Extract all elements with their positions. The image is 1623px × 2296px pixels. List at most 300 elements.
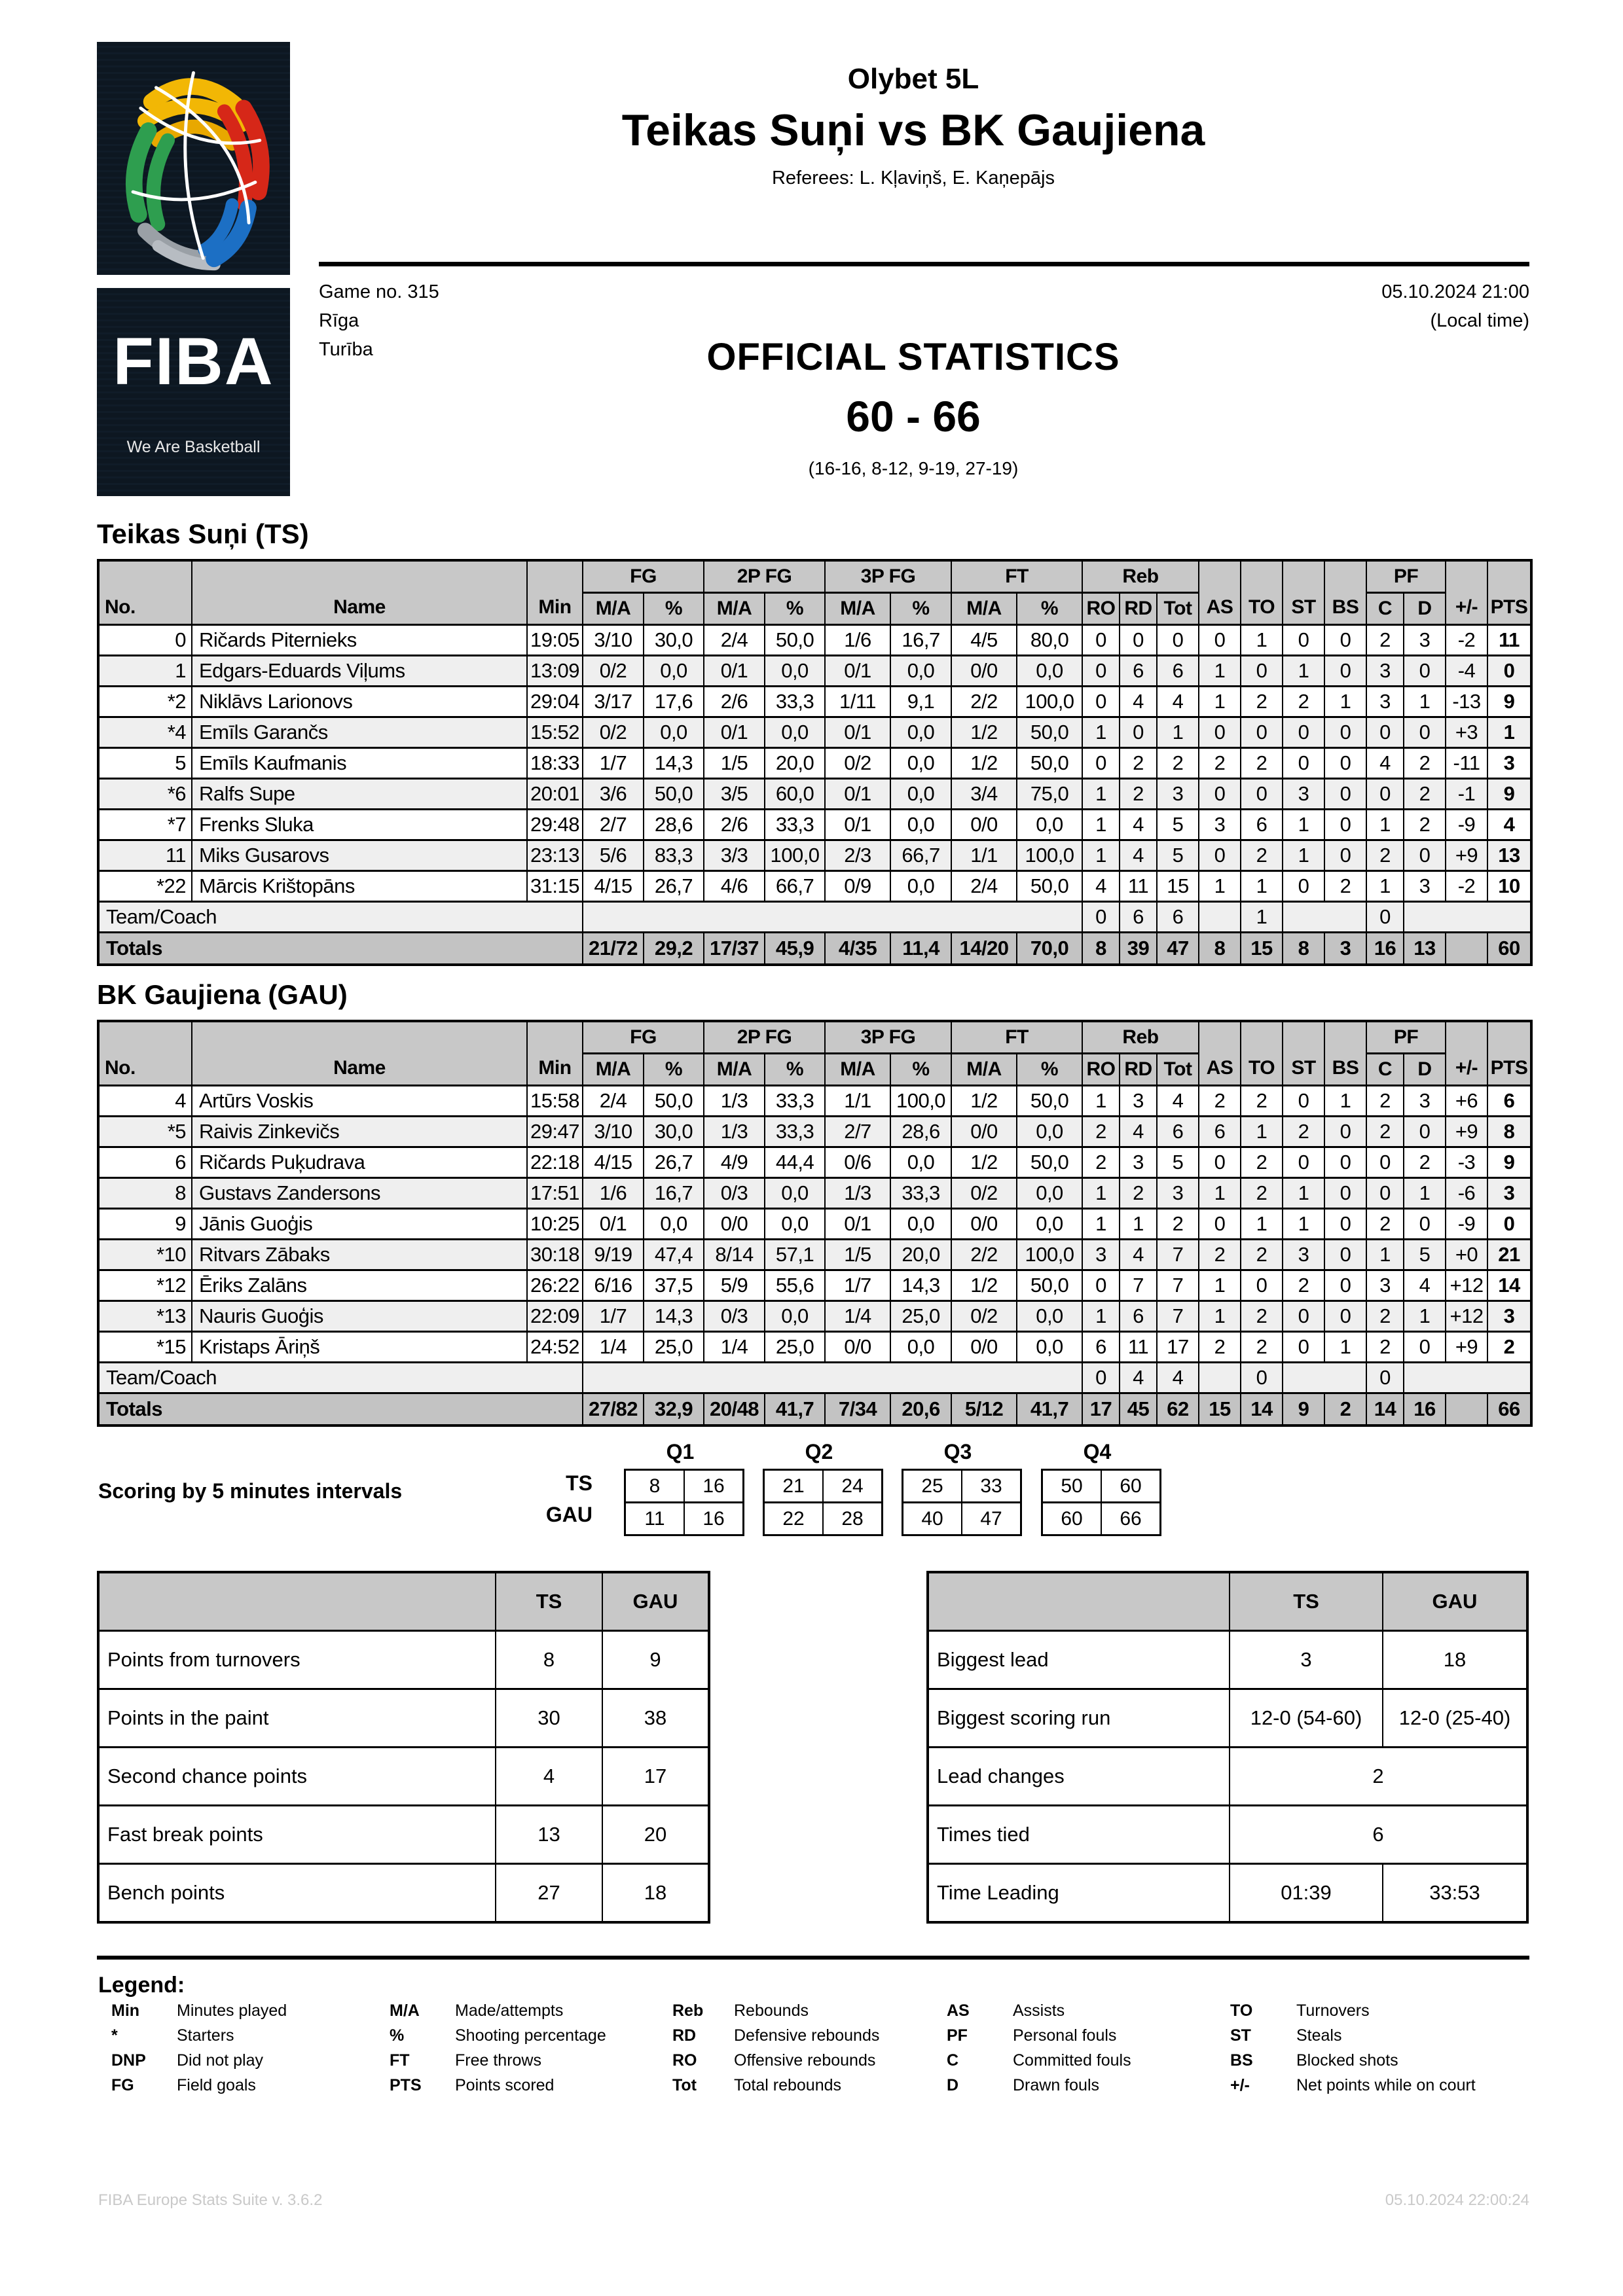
stat-cell: 83,3 bbox=[644, 840, 704, 871]
stat-cell: 1/1 bbox=[825, 1086, 890, 1117]
stat-cell: 0 bbox=[1324, 1117, 1366, 1147]
player-name: Edgars-Eduards Viļums bbox=[192, 656, 527, 687]
total-cell: 14/20 bbox=[951, 933, 1017, 965]
legend-desc: Committed fouls bbox=[1013, 2051, 1131, 2070]
stat-cell: 4/5 bbox=[951, 625, 1017, 656]
stat-cell: 0 bbox=[1199, 717, 1241, 748]
col-plusminus: +/- bbox=[1446, 560, 1487, 625]
stat-cell: 1/2 bbox=[951, 717, 1017, 748]
legend-abbr: DNP bbox=[111, 2051, 146, 2070]
stat-cell: 29:47 bbox=[527, 1117, 583, 1147]
stat-cell: 2/4 bbox=[704, 625, 765, 656]
legend-abbr: Tot bbox=[672, 2076, 697, 2094]
total-cell: 20,6 bbox=[890, 1393, 951, 1426]
quarter-score-box bbox=[1041, 1469, 1161, 1536]
fiba-globe-icon bbox=[97, 42, 290, 275]
stat-cell: 2 bbox=[1082, 1117, 1120, 1147]
stat-cell: 0 bbox=[1487, 656, 1531, 687]
stat-cell: 1 bbox=[1283, 656, 1324, 687]
stat-cell: 100,0 bbox=[890, 1086, 951, 1117]
summary-value: 9 bbox=[602, 1631, 709, 1689]
player-row bbox=[98, 1240, 1531, 1270]
stat-cell: 11 bbox=[1120, 1332, 1157, 1363]
stat-cell: 1/3 bbox=[704, 1117, 765, 1147]
stat-cell: 0,0 bbox=[765, 1178, 825, 1209]
stat-cell: 14,3 bbox=[890, 1270, 951, 1301]
stat-cell: 6/16 bbox=[583, 1270, 644, 1301]
player-number: 11 bbox=[98, 840, 192, 871]
player-row bbox=[98, 1117, 1531, 1147]
empty-cell bbox=[1283, 1363, 1366, 1393]
game-date: 05.10.2024 21:00 bbox=[1381, 281, 1529, 302]
stat-cell: 2 bbox=[1241, 687, 1283, 717]
summary-value: 12-0 (54-60) bbox=[1230, 1689, 1383, 1748]
stat-cell: 0 bbox=[1283, 871, 1324, 902]
group-3pfg: 3P FG bbox=[825, 560, 951, 593]
stat-cell: 5 bbox=[1404, 1240, 1446, 1270]
stat-cell: 0 bbox=[1082, 625, 1120, 656]
quarter-label: Q4 bbox=[1083, 1440, 1112, 1463]
stat-cell: 10:25 bbox=[527, 1209, 583, 1240]
stat-cell: 13:09 bbox=[527, 656, 583, 687]
total-cell: 16 bbox=[1366, 933, 1404, 965]
interval-score-cell: 25 bbox=[903, 1470, 962, 1503]
col-ma: M/A bbox=[583, 1054, 644, 1086]
stat-cell: 4/15 bbox=[583, 1147, 644, 1178]
stat-cell: 0 bbox=[1366, 1147, 1404, 1178]
stat-cell: 8 bbox=[1487, 1117, 1531, 1147]
stat-cell: 1/6 bbox=[583, 1178, 644, 1209]
stat-cell: 0/3 bbox=[704, 1301, 765, 1332]
summary-row bbox=[98, 1748, 709, 1806]
stat-cell: 2 bbox=[1199, 1332, 1241, 1363]
stat-cell: 4 bbox=[1487, 810, 1531, 840]
stat-cell: 1 bbox=[1199, 1301, 1241, 1332]
stat-cell: 26,7 bbox=[644, 1147, 704, 1178]
summary-value-merged: 6 bbox=[1230, 1806, 1527, 1864]
summary-label: Fast break points bbox=[98, 1806, 496, 1864]
stat-cell: 0 bbox=[1404, 656, 1446, 687]
empty-cell bbox=[583, 902, 1082, 933]
stat-cell: 6 bbox=[1487, 1086, 1531, 1117]
stat-cell: 0 bbox=[1366, 717, 1404, 748]
legend-abbr: RD bbox=[672, 2026, 697, 2045]
stat-cell: 3 bbox=[1487, 748, 1531, 779]
summary-label: Points in the paint bbox=[98, 1689, 496, 1748]
header-group-row bbox=[98, 560, 1531, 593]
summary-value: 30 bbox=[496, 1689, 602, 1748]
stat-cell: 3/3 bbox=[704, 840, 765, 871]
stat-cell: 1 bbox=[1082, 779, 1120, 810]
stat-cell: 0,0 bbox=[765, 717, 825, 748]
stat-cell: 5/9 bbox=[704, 1270, 765, 1301]
legend-desc: Starters bbox=[177, 2026, 234, 2045]
interval-score-cell: 8 bbox=[625, 1470, 685, 1503]
col-tot: Tot bbox=[1157, 593, 1199, 625]
stat-cell: 6 bbox=[1120, 1301, 1157, 1332]
team-coach-label: Team/Coach bbox=[98, 902, 583, 933]
points-summary-table bbox=[97, 1571, 710, 1924]
stat-cell: 1/5 bbox=[704, 748, 765, 779]
stat-cell: 2/2 bbox=[951, 1240, 1017, 1270]
stat-cell: 1/7 bbox=[825, 1270, 890, 1301]
stat-cell: 0 bbox=[1324, 1270, 1366, 1301]
stat-cell: 1/3 bbox=[704, 1086, 765, 1117]
total-cell: 2 bbox=[1324, 1393, 1366, 1426]
col-st: ST bbox=[1283, 560, 1324, 625]
summary-team-header: GAU bbox=[602, 1572, 709, 1631]
referees-line: Referees: L. Kļaviņš, E. Kaņepājs bbox=[771, 168, 1055, 188]
stat-cell: 4/9 bbox=[704, 1147, 765, 1178]
stat-cell: 1 bbox=[1324, 1086, 1366, 1117]
stat-cell: 8/14 bbox=[704, 1240, 765, 1270]
stat-cell: 2 bbox=[1241, 1240, 1283, 1270]
stat-cell: 1/2 bbox=[951, 748, 1017, 779]
stat-cell: 0 bbox=[1199, 1147, 1241, 1178]
legend-rule bbox=[97, 1956, 1529, 1960]
team-heading: Teikas Suņi (TS) bbox=[97, 518, 309, 549]
stat-cell: -13 bbox=[1446, 687, 1487, 717]
player-name: Mārcis Krištopāns bbox=[192, 871, 527, 902]
stat-cell: 0/2 bbox=[951, 1301, 1017, 1332]
total-cell: 27/82 bbox=[583, 1393, 644, 1426]
player-name: Emīls Kaufmanis bbox=[192, 748, 527, 779]
stat-cell: 1 bbox=[1199, 656, 1241, 687]
game-city: Rīga bbox=[319, 310, 359, 331]
stat-cell: 0 bbox=[1324, 625, 1366, 656]
legend-desc: Defensive rebounds bbox=[734, 2026, 880, 2045]
legend-desc: Free throws bbox=[455, 2051, 541, 2070]
quarter-score-box bbox=[902, 1469, 1022, 1536]
col-pct: % bbox=[890, 1054, 951, 1086]
quarter-label: Q3 bbox=[943, 1440, 972, 1463]
stat-cell: 0 bbox=[1324, 1209, 1366, 1240]
stat-cell: 17:51 bbox=[527, 1178, 583, 1209]
stat-cell: +6 bbox=[1446, 1086, 1487, 1117]
player-row bbox=[98, 625, 1531, 656]
stat-cell: 33,3 bbox=[765, 1086, 825, 1117]
stat-cell: 0 bbox=[1082, 1270, 1120, 1301]
summary-header-row bbox=[98, 1572, 709, 1631]
stat-cell: 1 bbox=[1241, 1209, 1283, 1240]
stat-cell: +3 bbox=[1446, 717, 1487, 748]
stat-cell: 2 bbox=[1366, 1086, 1404, 1117]
col-ro: RO bbox=[1082, 593, 1120, 625]
stat-cell: 0 bbox=[1241, 779, 1283, 810]
stat-cell: 0 bbox=[1366, 902, 1404, 933]
summary-row bbox=[98, 1806, 709, 1864]
player-name: Ričards Puķudrava bbox=[192, 1147, 527, 1178]
stat-cell: 3 bbox=[1283, 1240, 1324, 1270]
stat-cell: 0,0 bbox=[890, 717, 951, 748]
interval-row bbox=[764, 1503, 883, 1535]
player-number: *12 bbox=[98, 1270, 192, 1301]
stat-cell: 1/7 bbox=[583, 1301, 644, 1332]
stat-cell: 2 bbox=[1366, 1117, 1404, 1147]
summary-value: 18 bbox=[602, 1864, 709, 1923]
stat-cell: 0,0 bbox=[1017, 1332, 1082, 1363]
summary-row bbox=[98, 1864, 709, 1923]
group-reb: Reb bbox=[1082, 560, 1199, 593]
stat-cell: 47,4 bbox=[644, 1240, 704, 1270]
stat-cell: 9 bbox=[1487, 687, 1531, 717]
stat-cell: -1 bbox=[1446, 779, 1487, 810]
summary-label: Lead changes bbox=[928, 1748, 1230, 1806]
stat-cell: 0 bbox=[1324, 810, 1366, 840]
col-st: ST bbox=[1283, 1021, 1324, 1086]
stat-cell: 1 bbox=[1283, 1209, 1324, 1240]
stat-cell: 4 bbox=[1157, 1363, 1199, 1393]
player-number: 9 bbox=[98, 1209, 192, 1240]
stat-cell: 55,6 bbox=[765, 1270, 825, 1301]
stat-cell: 0 bbox=[1082, 902, 1120, 933]
total-cell: 9 bbox=[1283, 1393, 1324, 1426]
total-cell: 41,7 bbox=[765, 1393, 825, 1426]
total-cell: 17 bbox=[1082, 1393, 1120, 1426]
interval-row bbox=[1042, 1470, 1161, 1503]
total-cell: 7/34 bbox=[825, 1393, 890, 1426]
stat-cell: 3 bbox=[1157, 1178, 1199, 1209]
stat-cell: 0 bbox=[1404, 717, 1446, 748]
stat-cell: 2/7 bbox=[583, 810, 644, 840]
interval-row bbox=[903, 1470, 1021, 1503]
stat-cell: 0 bbox=[1082, 748, 1120, 779]
total-cell: 8 bbox=[1283, 933, 1324, 965]
summary-row bbox=[928, 1689, 1527, 1748]
interval-score-cell: 33 bbox=[962, 1470, 1021, 1503]
stat-cell: 1 bbox=[1082, 810, 1120, 840]
stat-cell: 3 bbox=[1157, 779, 1199, 810]
legend-abbr: FG bbox=[111, 2076, 134, 2094]
col-pts: PTS bbox=[1487, 560, 1531, 625]
stat-cell: +9 bbox=[1446, 1117, 1487, 1147]
stat-cell: -6 bbox=[1446, 1178, 1487, 1209]
legend-abbr: M/A bbox=[390, 2001, 420, 2020]
summary-value: 4 bbox=[496, 1748, 602, 1806]
stat-cell: 4 bbox=[1120, 840, 1157, 871]
stat-cell: 1 bbox=[1082, 1209, 1120, 1240]
stat-cell: 0/3 bbox=[704, 1178, 765, 1209]
stat-cell: 0/2 bbox=[583, 656, 644, 687]
stat-cell: 3 bbox=[1366, 1270, 1404, 1301]
team-stats-table bbox=[97, 1020, 1533, 1427]
stat-cell: 2 bbox=[1283, 1117, 1324, 1147]
player-number: 1 bbox=[98, 656, 192, 687]
quarter-label: Q2 bbox=[805, 1440, 833, 1463]
stat-cell: 0 bbox=[1324, 656, 1366, 687]
summary-corner-cell bbox=[98, 1572, 496, 1631]
interval-row bbox=[764, 1470, 883, 1503]
legend-desc: Rebounds bbox=[734, 2001, 809, 2020]
stat-cell: 1 bbox=[1324, 1332, 1366, 1363]
group-3pfg: 3P FG bbox=[825, 1021, 951, 1054]
col-no: No. bbox=[98, 560, 192, 625]
stat-cell: 0,0 bbox=[890, 810, 951, 840]
total-cell: 11,4 bbox=[890, 933, 951, 965]
total-cell: 15 bbox=[1241, 933, 1283, 965]
stat-cell: 0,0 bbox=[890, 656, 951, 687]
stat-cell: 0/1 bbox=[825, 810, 890, 840]
legend-abbr: % bbox=[390, 2026, 405, 2045]
summary-corner-cell bbox=[928, 1572, 1230, 1631]
fiba-globe-logo bbox=[97, 42, 290, 275]
stat-cell: 66,7 bbox=[890, 840, 951, 871]
stat-cell: 3/5 bbox=[704, 779, 765, 810]
legend-abbr: FT bbox=[390, 2051, 410, 2070]
stat-cell: 1 bbox=[1283, 840, 1324, 871]
stat-cell: 3/17 bbox=[583, 687, 644, 717]
quarter-scores: (16-16, 8-12, 9-19, 27-19) bbox=[808, 458, 1019, 478]
stat-cell: 1 bbox=[1199, 871, 1241, 902]
legend-abbr: AS bbox=[947, 2001, 970, 2020]
player-row bbox=[98, 656, 1531, 687]
fiba-logo bbox=[97, 288, 290, 496]
total-cell: 29,2 bbox=[644, 933, 704, 965]
stat-cell: 28,6 bbox=[890, 1117, 951, 1147]
stat-cell: 4/6 bbox=[704, 871, 765, 902]
stat-cell: 6 bbox=[1157, 656, 1199, 687]
stat-cell: 1 bbox=[1366, 1240, 1404, 1270]
stat-cell: 0 bbox=[1324, 748, 1366, 779]
summary-value: 3 bbox=[1230, 1631, 1383, 1689]
stat-cell: 0 bbox=[1487, 1209, 1531, 1240]
stat-cell: 0 bbox=[1283, 717, 1324, 748]
stat-cell: 1 bbox=[1241, 625, 1283, 656]
col-d: D bbox=[1404, 593, 1446, 625]
scoring-intervals-section bbox=[0, 1440, 1623, 1551]
stat-cell: 0/0 bbox=[951, 656, 1017, 687]
legend-desc: Steals bbox=[1296, 2026, 1342, 2045]
stat-cell: 0 bbox=[1283, 1301, 1324, 1332]
stat-cell: 0/2 bbox=[825, 748, 890, 779]
stat-cell: 3 bbox=[1404, 871, 1446, 902]
stat-cell: 0,0 bbox=[1017, 1209, 1082, 1240]
summary-header-row bbox=[928, 1572, 1527, 1631]
stat-cell: 4 bbox=[1157, 687, 1199, 717]
stat-cell: 4 bbox=[1120, 1240, 1157, 1270]
stat-cell: 7 bbox=[1120, 1270, 1157, 1301]
summary-value: 17 bbox=[602, 1748, 709, 1806]
player-row bbox=[98, 1270, 1531, 1301]
legend-abbr: D bbox=[947, 2076, 959, 2094]
col-ma: M/A bbox=[704, 1054, 765, 1086]
stat-cell: +12 bbox=[1446, 1270, 1487, 1301]
interval-score-cell: 60 bbox=[1101, 1470, 1161, 1503]
col-tot: Tot bbox=[1157, 1054, 1199, 1086]
summary-value: 27 bbox=[496, 1864, 602, 1923]
stat-cell: 0,0 bbox=[1017, 810, 1082, 840]
legend-abbr: ST bbox=[1230, 2026, 1251, 2045]
stat-cell: 2 bbox=[1157, 1209, 1199, 1240]
stat-cell: 0/1 bbox=[704, 717, 765, 748]
summary-row bbox=[98, 1689, 709, 1748]
stat-cell: 0/0 bbox=[951, 810, 1017, 840]
empty-cell bbox=[1404, 902, 1531, 933]
stat-cell: 2 bbox=[1366, 1209, 1404, 1240]
stat-cell: 33,3 bbox=[765, 1117, 825, 1147]
interval-score-cell: 66 bbox=[1101, 1503, 1161, 1535]
stat-cell: 1 bbox=[1366, 810, 1404, 840]
stat-cell: 60,0 bbox=[765, 779, 825, 810]
stat-cell: 0,0 bbox=[765, 1209, 825, 1240]
summary-team-header: TS bbox=[496, 1572, 602, 1631]
group-pf: PF bbox=[1366, 560, 1446, 593]
stat-cell: 0,0 bbox=[1017, 656, 1082, 687]
player-row bbox=[98, 1209, 1531, 1240]
stat-cell: -9 bbox=[1446, 810, 1487, 840]
col-ma: M/A bbox=[704, 593, 765, 625]
stat-cell: 0,0 bbox=[1017, 1117, 1082, 1147]
stat-cell: 18:33 bbox=[527, 748, 583, 779]
stat-cell: 1/4 bbox=[583, 1332, 644, 1363]
stat-cell: 1/4 bbox=[704, 1332, 765, 1363]
stat-cell: 33,3 bbox=[890, 1178, 951, 1209]
legend-abbr: Reb bbox=[672, 2001, 704, 2020]
stat-cell: 0 bbox=[1283, 625, 1324, 656]
stat-cell: 1 bbox=[1082, 840, 1120, 871]
stat-cell: +9 bbox=[1446, 840, 1487, 871]
stat-cell: 0,0 bbox=[644, 717, 704, 748]
stat-cell: 0 bbox=[1283, 1147, 1324, 1178]
legend-desc: Drawn fouls bbox=[1013, 2076, 1099, 2094]
header-rule bbox=[319, 262, 1529, 266]
legend-desc: Personal fouls bbox=[1013, 2026, 1117, 2045]
stat-cell: 3/10 bbox=[583, 1117, 644, 1147]
stat-cell: 0 bbox=[1324, 717, 1366, 748]
quarter-score-box bbox=[763, 1469, 883, 1536]
stat-cell: 2 bbox=[1199, 1086, 1241, 1117]
interval-score-cell: 16 bbox=[684, 1470, 744, 1503]
player-number: *13 bbox=[98, 1301, 192, 1332]
legend-desc: Made/attempts bbox=[455, 2001, 564, 2020]
stat-cell: 6 bbox=[1120, 902, 1157, 933]
group-2pfg: 2P FG bbox=[704, 1021, 825, 1054]
legend-desc: Total rebounds bbox=[734, 2076, 842, 2094]
col-name: Name bbox=[192, 560, 527, 625]
stat-cell: 0/0 bbox=[951, 1332, 1017, 1363]
stat-cell: 4/15 bbox=[583, 871, 644, 902]
stat-cell: 1 bbox=[1082, 1301, 1120, 1332]
player-number: *22 bbox=[98, 871, 192, 902]
stat-cell: 2 bbox=[1404, 1147, 1446, 1178]
stat-cell: 2 bbox=[1199, 1240, 1241, 1270]
fiba-wordmark: FIBA bbox=[113, 323, 274, 399]
summary-label: Time Leading bbox=[928, 1864, 1230, 1923]
interval-score-cell: 24 bbox=[823, 1470, 883, 1503]
player-row bbox=[98, 1147, 1531, 1178]
legend-abbr: RO bbox=[672, 2051, 697, 2070]
stat-cell: 30,0 bbox=[644, 625, 704, 656]
stat-cell: 0 bbox=[1324, 1147, 1366, 1178]
page-header bbox=[301, 0, 1525, 189]
stat-cell: 10 bbox=[1487, 871, 1531, 902]
col-rd: RD bbox=[1120, 1054, 1157, 1086]
col-as: AS bbox=[1199, 560, 1241, 625]
final-score: 60 - 66 bbox=[846, 392, 981, 440]
stat-cell: 0 bbox=[1366, 779, 1404, 810]
total-cell: 47 bbox=[1157, 933, 1199, 965]
match-title: Teikas Suņi vs BK Gaujiena bbox=[621, 105, 1205, 155]
total-cell: 45 bbox=[1120, 1393, 1157, 1426]
legend-desc: Field goals bbox=[177, 2076, 256, 2094]
player-name: Miks Gusarovs bbox=[192, 840, 527, 871]
player-name: Jānis Guoģis bbox=[192, 1209, 527, 1240]
stat-cell: 0 bbox=[1324, 1178, 1366, 1209]
player-row bbox=[98, 1332, 1531, 1363]
stat-cell: 1/3 bbox=[825, 1178, 890, 1209]
stat-cell: +12 bbox=[1446, 1301, 1487, 1332]
col-c: C bbox=[1366, 1054, 1404, 1086]
